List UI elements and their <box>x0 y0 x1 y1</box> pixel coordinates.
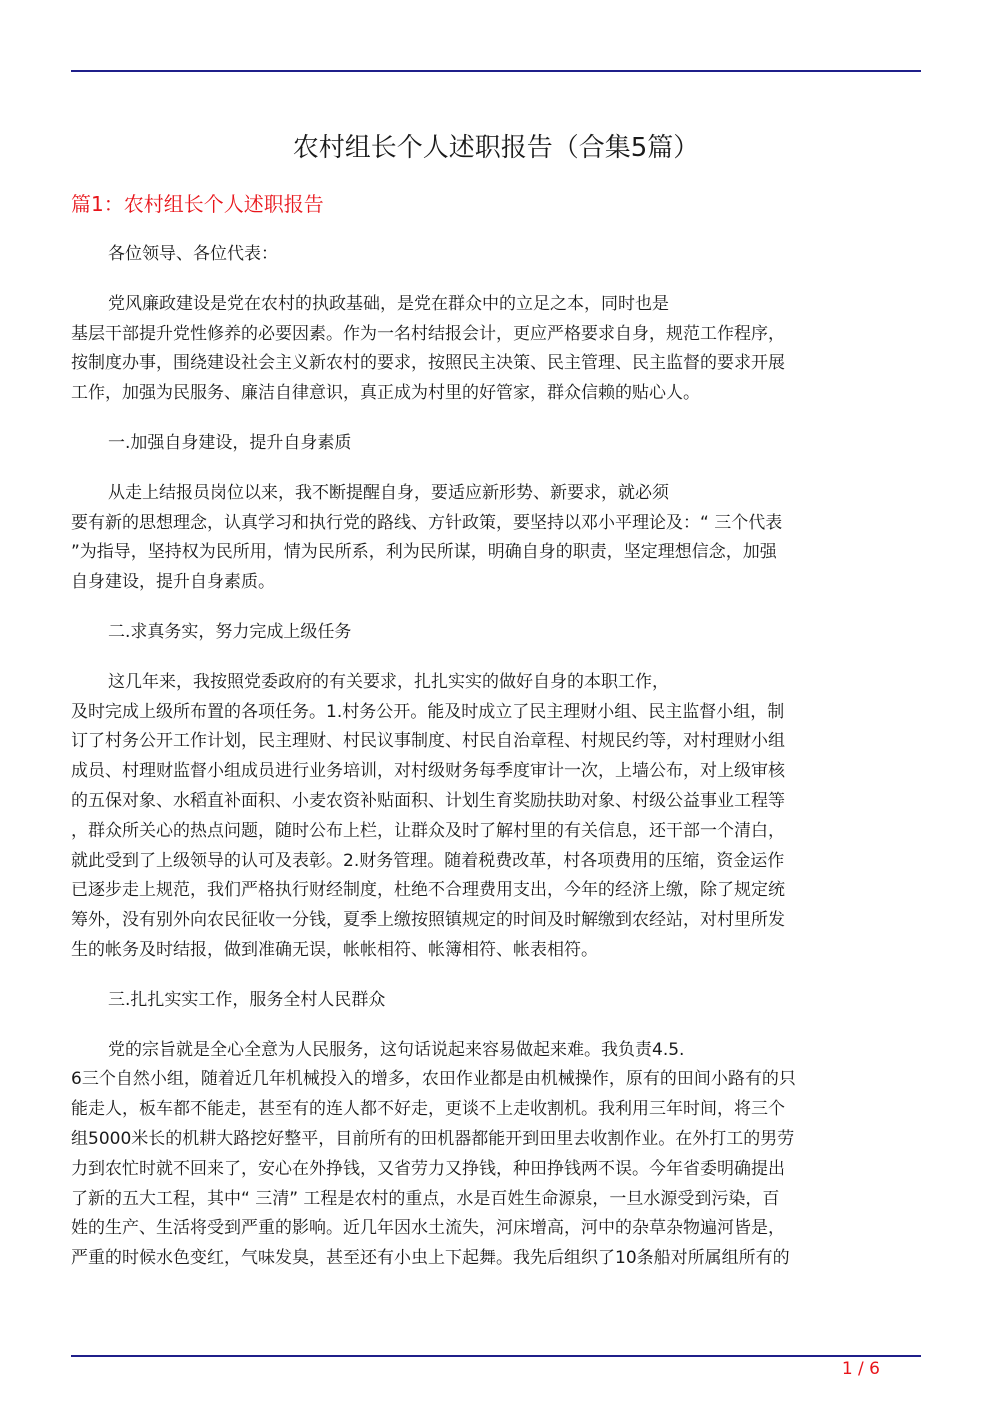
paragraph <box>71 290 921 409</box>
paragraph <box>71 429 921 459</box>
text-line: 了新的五大工程，其中“ 三清” 工程是农村的重点，水是百姓生命源泉，一旦水源受到污染，百 <box>71 1188 780 1209</box>
text-line: 这几年来，我按照党委政府的有关要求，扎扎实实的做好自身的本职工作， <box>108 671 669 692</box>
text-line: 基层干部提升党性修养的必要因素。作为一名村结报会计，更应严格要求自身，规范工作程序， <box>71 323 785 344</box>
text-line: 生的帐务及时结报，做到准确无误，帐帐相符、帐簿相符、帐表相符。 <box>71 939 598 960</box>
text-line: 工作，加强为民服务、廉洁自律意识，真正成为村里的好管家，群众信赖的贴心人。 <box>71 383 700 404</box>
text-line: 就此受到了上级领导的认可及表彰。2.财务管理。随着税费改革，村各项费用的压缩，资金运作 <box>71 850 785 871</box>
text-line: ，群众所关心的热点问题，随时公布上栏，让群众及时了解村里的有关信息，还干部一个清白， <box>71 820 785 841</box>
paragraph <box>71 240 921 270</box>
text-line: 姓的生产、生活将受到严重的影响。近几年因水土流失，河床增高，河中的杂草杂物遍河皆是， <box>71 1218 785 1239</box>
document-title: 农村组长个人述职报告（合集5篇） <box>292 133 700 163</box>
text-line: 成员、村理财监督小组成员进行业务培训，对村级财务每季度审计一次，上墙公布，对上级审核 <box>71 761 785 782</box>
header-rule <box>71 70 921 72</box>
text-line: 筹外，没有别外向农民征收一分钱，夏季上缴按照镇规定的时间及时解缴到农经站，对村里所发 <box>71 910 785 931</box>
text-line: 已逐步走上规范，我们严格执行财经制度，杜绝不合理费用支出，今年的经济上缴，除了规定统 <box>71 880 785 901</box>
text-line: 及时完成上级所布置的各项任务。1.村务公开。能及时成立了民主理财小组、民主监督小组，制 <box>71 701 785 722</box>
text-line: 订了村务公开工作计划，民主理财、村民议事制度、村民自治章程、村规民约等，对村理财小组 <box>71 731 785 752</box>
paragraph <box>71 986 921 1016</box>
text-line: 二.求真务实，努力完成上级任务 <box>108 621 352 642</box>
section-heading: 篇1：农村组长个人述职报告 <box>71 192 324 216</box>
text-line: ”为指导，坚持权为民所用，情为民所系，利为民所谋，明确自身的职责，坚定理想信念，加强 <box>71 542 777 563</box>
text-line: 党的宗旨就是全心全意为人民服务，这句话说起来容易做起来难。我负责4.5. <box>108 1039 685 1060</box>
text-line: 能走人，板车都不能走，甚至有的连人都不好走，更谈不上走收割机。我利用三年时间，将三个 <box>71 1099 785 1120</box>
text-line: 力到农忙时就不回来了，安心在外挣钱，又省劳力又挣钱，种田挣钱两不误。今年省委明确提出 <box>71 1158 785 1179</box>
paragraph <box>71 479 921 598</box>
text-line: 6三个自然小组，随着近几年机械投入的增多，农田作业都是由机械操作，原有的田间小路有的只 <box>71 1069 796 1090</box>
text-line: 按制度办事，围绕建设社会主义新农村的要求，按照民主决策、民主管理、民主监督的要求开展 <box>71 353 785 374</box>
footer-rule <box>71 1355 921 1357</box>
text-line: 要有新的思想理念，认真学习和执行党的路线、方针政策，要坚持以邓小平理论及：“ 三个代表 <box>71 512 783 533</box>
text-line: 各位领导、各位代表： <box>108 244 278 264</box>
document-body <box>71 240 921 1294</box>
text-line: 三.扎扎实实工作，服务全村人民群众 <box>108 989 386 1010</box>
page-number: 1 / 6 <box>841 1359 880 1379</box>
paragraph <box>71 1036 921 1274</box>
paragraph <box>71 668 921 966</box>
text-line: 一.加强自身建设，提升自身素质 <box>108 432 352 453</box>
text-line: 的五保对象、水稻直补面积、小麦农资补贴面积、计划生育奖励扶助对象、村级公益事业工程等 <box>71 790 785 811</box>
text-line: 组5000米长的机耕大路挖好整平，目前所有的田机器都能开到田里去收割作业。在外打工的男劳 <box>71 1128 795 1149</box>
paragraph <box>71 618 921 648</box>
text-line: 自身建设，提升自身素质。 <box>71 572 275 593</box>
text-line: 党风廉政建设是党在农村的执政基础，是党在群众中的立足之本，同时也是 <box>108 293 669 314</box>
text-line: 严重的时候水色变红，气味发臭，甚至还有小虫上下起舞。我先后组织了10条船对所属组所有的 <box>71 1248 790 1269</box>
text-line: 从走上结报员岗位以来，我不断提醒自身，要适应新形势、新要求，就必须 <box>108 482 669 503</box>
